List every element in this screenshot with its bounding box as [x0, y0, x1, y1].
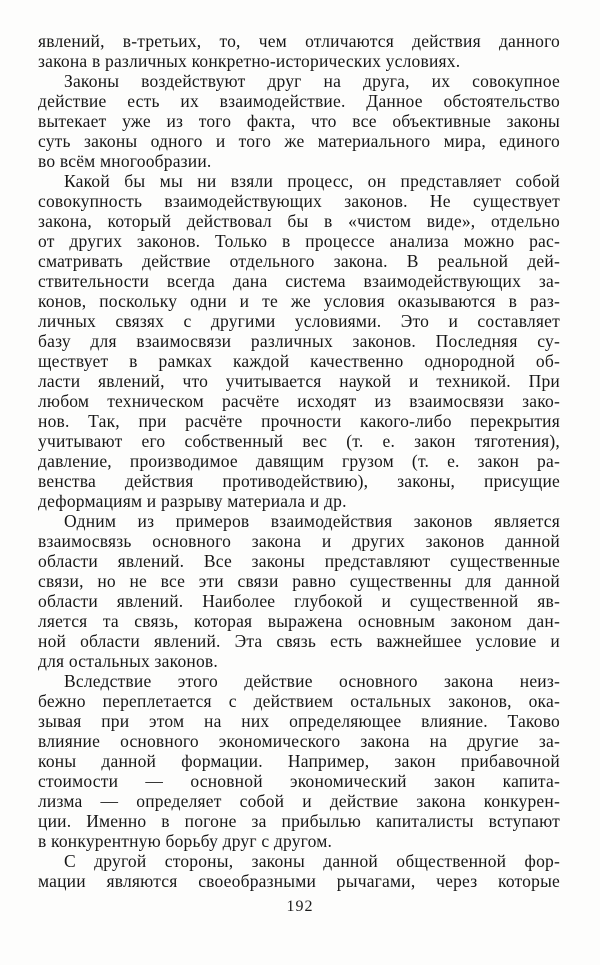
text-line: мации являются своеобразными рычагами, через которые: [38, 871, 560, 891]
text-line: стоимости — основной экономический закон капита-: [38, 771, 560, 791]
text-line: ции. Именно в погоне за прибылью капиталисты вступают: [38, 811, 560, 831]
text-line: ласти явлений, что учитывается наукой и техникой. При: [38, 371, 560, 391]
text-line: области явлений. Все законы представляют существенные: [38, 551, 560, 571]
text-line: во всём многообразии.: [38, 151, 212, 171]
text-line: нов. Так, при расчёте прочности какого-либо перекрытия: [38, 411, 560, 431]
text-line: закона в различных конкретно-исторических условиях.: [38, 51, 461, 71]
text-line: базу для взаимосвязи различных законов. Последняя су-: [38, 331, 560, 351]
text-line: ной области явлений. Эта связь есть важнейшее условие и: [38, 631, 560, 651]
text-line: бежно переплетается с действием остальных законов, ока-: [38, 691, 560, 711]
text-line: действие есть их взаимодействие. Данное обстоятельство: [38, 91, 560, 111]
page-text: [38, 31, 560, 891]
text-line: давление, производимое давящим грузом (т. е. закон ра-: [38, 451, 560, 471]
text-line: Одним из примеров взаимодействия законов является: [64, 511, 560, 531]
text-line: зывая при этом на них определяющее влияние. Таково: [38, 711, 560, 731]
text-line: от других законов. Только в процессе анализа можно рас-: [38, 231, 560, 251]
text-line: личных связях с другими условиями. Это и составляет: [38, 311, 560, 331]
text-line: лизма — определяет собой и действие закона конкурен-: [38, 791, 560, 811]
text-line: суть законы одного и того же материального мира, единого: [38, 131, 560, 151]
text-line: ствительности всегда дана система взаимодействующих за-: [38, 271, 560, 291]
text-line: сматривать действие отдельного закона. В реальной дей-: [38, 251, 560, 271]
text-line: явлений, в-третьих, то, чем отличаются действия данного: [38, 31, 560, 51]
text-line: области явлений. Наиболее глубокой и существенной яв-: [38, 591, 560, 611]
text-line: деформациям и разрыву материала и др.: [38, 491, 347, 511]
page-number: 192: [286, 898, 314, 915]
text-line: Какой бы мы ни взяли процесс, он представляет собой: [64, 171, 560, 191]
text-line: взаимосвязь основного закона и других законов данной: [38, 531, 560, 551]
text-line: вытекает уже из того факта, что все объективные законы: [38, 111, 560, 131]
text-line: любом техническом расчёте исходят из взаимосвязи зако-: [38, 391, 560, 411]
text-line: для остальных законов.: [38, 651, 218, 671]
text-line: влияние основного экономического закона на другие за-: [38, 731, 560, 751]
text-line: ществует в рамках каждой качественно однородной об-: [38, 351, 560, 371]
text-line: ляется та связь, которая выражена основным законом дан-: [38, 611, 560, 631]
text-line: С другой стороны, законы данной общественной фор-: [64, 851, 560, 871]
text-line: Вследствие этого действие основного закона неиз-: [64, 671, 560, 691]
text-line: Законы воздействуют друг на друга, их совокупное: [64, 71, 560, 91]
text-line: конов, поскольку одни и те же условия оказываются в раз-: [38, 291, 560, 311]
text-line: коны данной формации. Например, закон прибавочной: [38, 751, 560, 771]
text-line: в конкурентную борьбу друг с другом.: [38, 831, 333, 851]
text-line: совокупность взаимодействующих законов. Не существует: [38, 191, 560, 211]
text-line: связи, но не все эти связи равно существенны для данной: [38, 571, 560, 591]
text-line: учитывают его собственный вес (т. е. закон тяготения),: [38, 431, 560, 451]
text-line: закона, который действовал бы в «чистом виде», отдельно: [38, 211, 560, 231]
text-line: венства действия противодействию), законы, присущие: [38, 471, 560, 491]
